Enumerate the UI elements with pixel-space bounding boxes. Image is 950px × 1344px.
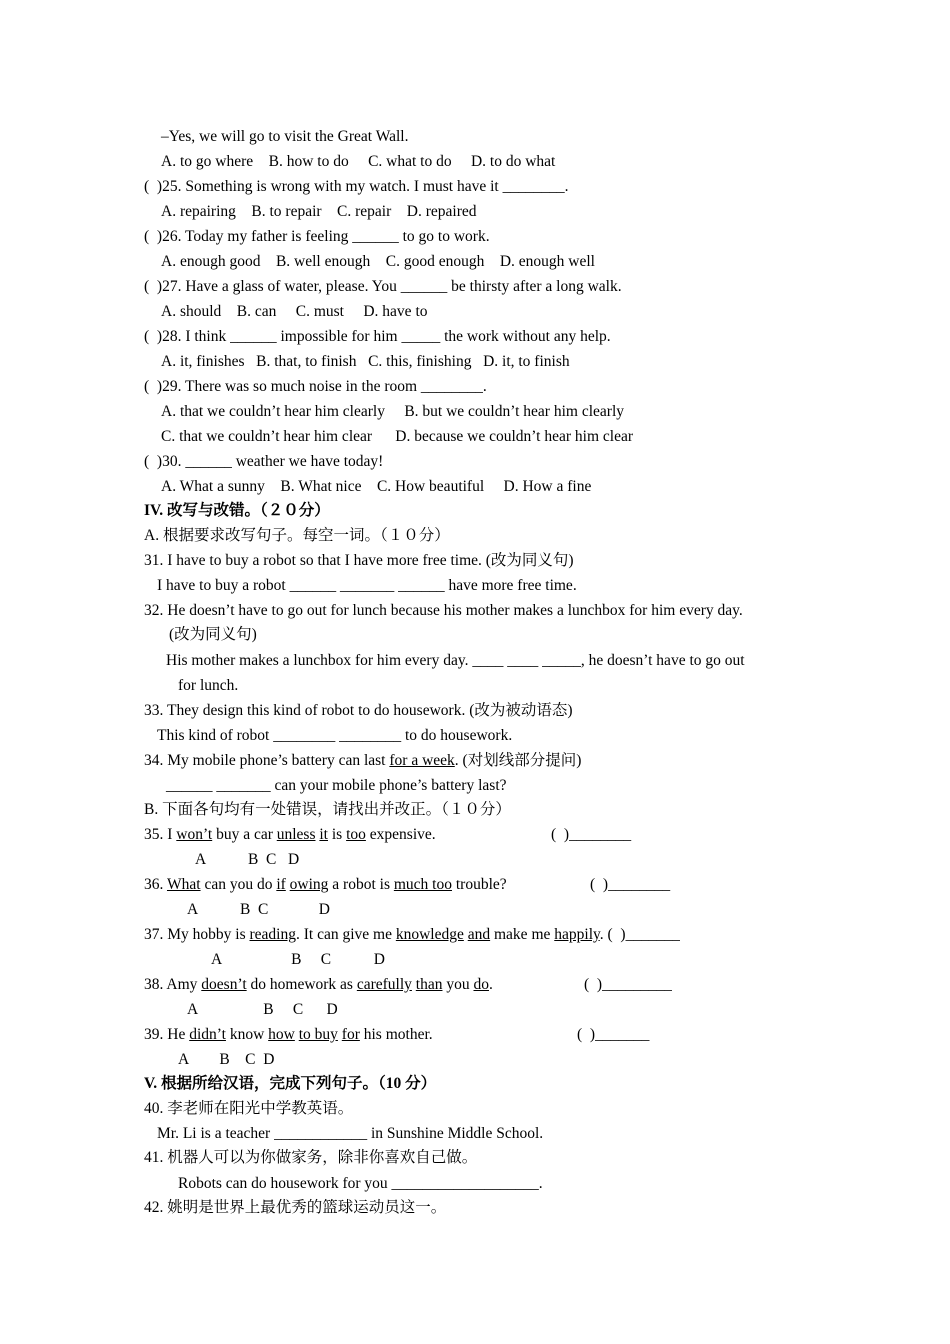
q34-underlined: for a week (389, 752, 455, 769)
q35-answer-blank: ( )________ (551, 826, 632, 843)
q38-t2: do homework as (246, 976, 357, 993)
q39-u4: for (341, 1026, 360, 1043)
q38-sentence (144, 976, 493, 994)
q35-t4: is (328, 826, 347, 843)
q34-text-pre: 34. My mobile phone’s battery can last (144, 752, 390, 769)
q29-question: ( )29. There was so much noise in the room ________. (144, 378, 487, 395)
q36-t5: trouble? (451, 876, 507, 893)
q29-options-ab: A. that we couldn’t hear him clearly B. but we couldn’t hear him clearly (161, 403, 624, 420)
q35-sentence (144, 826, 436, 844)
q42-chinese: 42. 姚明是世界上最优秀的篮球运动员这一。 (144, 1199, 447, 1216)
q39-u3: to buy (298, 1026, 338, 1043)
q34-text-post: . (对划线部分提问) (454, 752, 582, 769)
q39-t5: his mother. (359, 1026, 433, 1043)
q38-letters: A B C D (187, 1001, 338, 1018)
q31-question: 31. I have to buy a robot so that I have more free time. (改为同义句) (144, 552, 574, 569)
q38-u2: carefully (356, 976, 412, 993)
q28-question: ( )28. I think ______ impossible for him _____ the work without any help. (144, 328, 611, 345)
q37-letters: A B C D (211, 951, 385, 968)
q36-letters: A B C D (187, 901, 330, 918)
q35-letters: A B C D (195, 851, 300, 868)
q37-t5: . ( )_______ (599, 926, 680, 943)
q38-t4: you (442, 976, 474, 993)
q39-t1: 39. He (144, 1026, 190, 1043)
q36-u4: much too (393, 876, 452, 893)
q36-u1: What (166, 876, 201, 893)
q32-instruction: (改为同义句) (169, 626, 257, 643)
q41-chinese: 41. 机器人可以为你做家务，除非你喜欢自己做。 (144, 1149, 478, 1166)
q36-u2: if (276, 876, 286, 893)
q27-options: A. should B. can C. must D. have to (161, 303, 428, 320)
q37-u2: knowledge (395, 926, 464, 943)
q36-sentence (144, 876, 507, 894)
q37-t4: make me (490, 926, 555, 943)
q34-question (144, 752, 581, 770)
q32-rewrite-cont: for lunch. (178, 677, 239, 694)
q39-u2: how (268, 1026, 295, 1043)
q36-t2: can you do (200, 876, 277, 893)
q37-t1: 37. My hobby is (144, 926, 250, 943)
q38-t5: . (488, 976, 493, 993)
q28-options: A. it, finishes B. that, to finish C. this, finishing D. it, to finish (161, 353, 570, 370)
q36-answer-blank: ( )________ (590, 876, 671, 893)
q34-rewrite: ______ _______ can your mobile phone’s battery last? (166, 777, 507, 794)
section-v-heading: V. 根据所给汉语，完成下列句子。（10 分） (144, 1075, 437, 1092)
part-a-instruction: A. 根据要求改写句子。每空一词。（１０分） (144, 527, 450, 544)
q39-letters: A B C D (178, 1051, 275, 1068)
q35-u1: won’t (176, 826, 213, 843)
q25-options: A. repairing B. to repair C. repair D. repaired (161, 203, 477, 220)
q38-answer-blank: ( )_________ (584, 976, 672, 993)
q37-sentence (144, 926, 680, 944)
q35-t2: buy a car (212, 826, 277, 843)
part-b-instruction: B. 下面各句均有一处错误，请找出并改正。（１０分） (144, 801, 511, 818)
q39-sentence (144, 1026, 433, 1044)
q37-u3: and (467, 926, 491, 943)
q31-rewrite: I have to buy a robot ______ _______ ______ have more free time. (157, 577, 577, 594)
q40-chinese: 40. 李老师在阳光中学教英语。 (144, 1100, 354, 1117)
q26-options: A. enough good B. well enough C. good enough D. enough well (161, 253, 595, 270)
q35-t5: expensive. (365, 826, 436, 843)
q40-english: Mr. Li is a teacher ____________ in Sunshine Middle School. (157, 1125, 544, 1142)
q24-options: A. to go where B. how to do C. what to do D. to do what (161, 153, 556, 170)
q36-t1: 36. (144, 876, 167, 893)
q32-rewrite: His mother makes a lunchbox for him every day. ____ ____ _____, he doesn’t have to go out (166, 652, 745, 669)
q37-u1: reading (249, 926, 296, 943)
q27-question: ( )27. Have a glass of water, please. You ______ be thirsty after a long walk. (144, 278, 622, 295)
q38-u1: doesn’t (201, 976, 247, 993)
q35-u2: unless (276, 826, 316, 843)
q38-u4: do (473, 976, 489, 993)
q41-english: Robots can do housework for you ___________________. (178, 1175, 543, 1192)
q35-t1: 35. I (144, 826, 177, 843)
q29-options-cd: C. that we couldn’t hear him clear D. because we couldn’t hear him clear (161, 428, 634, 445)
q35-u4: too (346, 826, 366, 843)
q37-t2: . It can give me (295, 926, 396, 943)
q38-t1: 38. Amy (144, 976, 202, 993)
q39-t2: know (225, 1026, 269, 1043)
q33-question: 33. They design this kind of robot to do housework. (改为被动语态) (144, 702, 573, 719)
q36-t4: a robot is (328, 876, 394, 893)
q39-answer-blank: ( )_______ (577, 1026, 650, 1043)
q32-question: 32. He doesn’t have to go out for lunch because his mother makes a lunchbox for him every day. (144, 602, 743, 619)
section-iv-heading: IV. 改写与改错。（２０分） (144, 502, 330, 519)
q38-u3: than (415, 976, 443, 993)
q33-rewrite: This kind of robot ________ ________ to do housework. (157, 727, 513, 744)
q36-u3: owing (289, 876, 329, 893)
q25-question: ( )25. Something is wrong with my watch. I must have it ________. (144, 178, 569, 195)
q37-u4: happily (554, 926, 600, 943)
q39-u1: didn’t (189, 1026, 226, 1043)
q35-u3: it (319, 826, 328, 843)
q30-options: A. What a sunny B. What nice C. How beautiful D. How a fine (161, 478, 592, 495)
q30-question: ( )30. ______ weather we have today! (144, 453, 384, 470)
q24-answer-line: –Yes, we will go to visit the Great Wall. (161, 128, 409, 145)
q26-question: ( )26. Today my father is feeling ______ to go to work. (144, 228, 490, 245)
